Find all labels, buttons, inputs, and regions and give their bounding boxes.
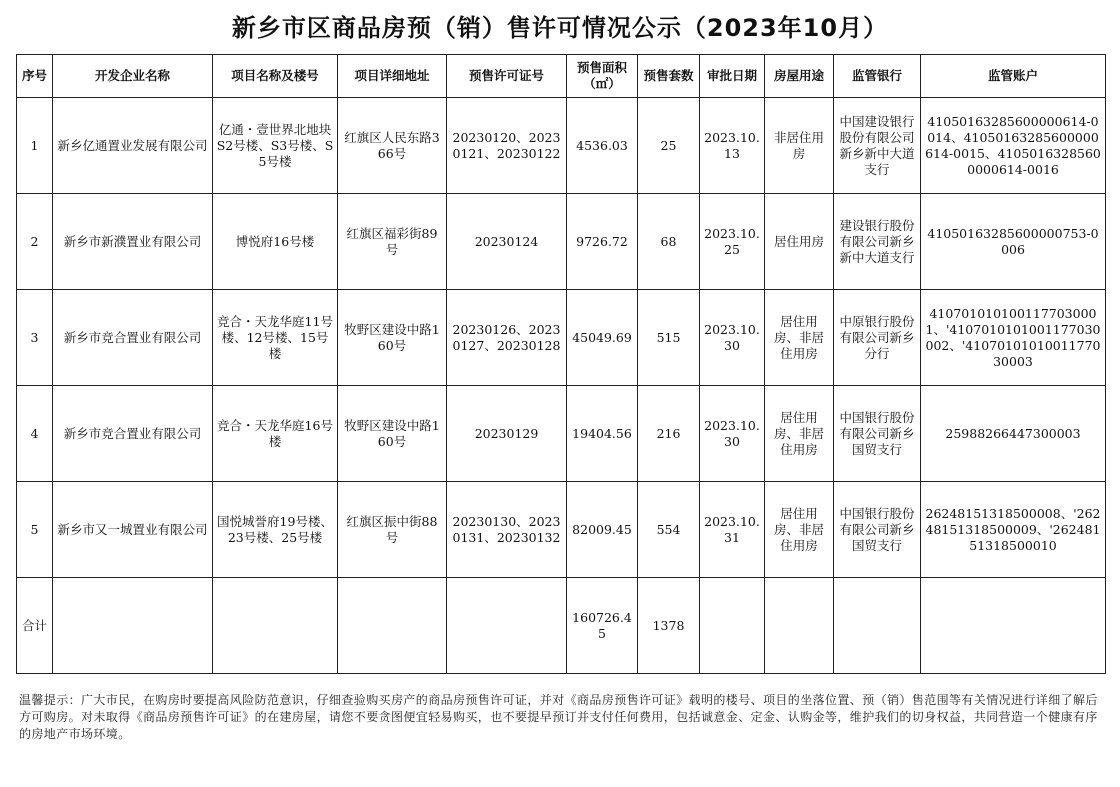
table-row <box>17 98 1106 194</box>
empty-cell <box>700 578 765 674</box>
cell-date: 2023.10.13 <box>700 98 765 194</box>
header-units: 预售套数 <box>638 55 700 98</box>
cell-area: 9726.72 <box>567 194 638 290</box>
table-row <box>17 386 1106 482</box>
cell-area: 45049.69 <box>567 290 638 386</box>
cell-company: 新乡市新濮置业有限公司 <box>53 194 213 290</box>
page-title: 新乡市区商品房预（销）售许可情况公示（2023年10月） <box>231 14 889 42</box>
cell-project: 竞合・天龙华庭11号楼、12号楼、15号楼 <box>213 290 338 386</box>
cell-date: 2023.10.25 <box>700 194 765 290</box>
cell-account: 410701010100117703000​1、'41070101010011770300​02、'41070101010011770300​03 <box>921 290 1106 386</box>
header-address: 项目详细地址 <box>338 55 447 98</box>
cell-project: 博悦府16号楼 <box>213 194 338 290</box>
cell-units: 554 <box>638 482 700 578</box>
table-row <box>17 194 1106 290</box>
table-row <box>17 482 1106 578</box>
cell-project: 亿通・壹世界北地块S2号楼、S3号楼、S5号楼 <box>213 98 338 194</box>
cell-area: 19404.56 <box>567 386 638 482</box>
header-area: 预售面积（㎡） <box>567 55 638 98</box>
cell-usage: 非居住用房 <box>765 98 834 194</box>
header-project: 项目名称及楼号 <box>213 55 338 98</box>
cell-address: 红旗区人民东路366号 <box>338 98 447 194</box>
total-units: 1378 <box>638 578 700 674</box>
table-row <box>17 290 1106 386</box>
total-row <box>17 578 1106 674</box>
empty-cell <box>53 578 213 674</box>
cell-address: 红旗区振中街88号 <box>338 482 447 578</box>
header-bank: 监管银行 <box>834 55 921 98</box>
empty-cell <box>765 578 834 674</box>
cell-date: 2023.10.31 <box>700 482 765 578</box>
cell-company: 新乡市竞合置业有限公司 <box>53 290 213 386</box>
empty-cell <box>834 578 921 674</box>
cell-no: 1 <box>17 98 53 194</box>
cell-bank: 中原银行股份有限公司新乡分行 <box>834 290 921 386</box>
permit-table <box>16 54 1106 674</box>
empty-cell <box>338 578 447 674</box>
cell-permit: 20230124 <box>447 194 567 290</box>
header-usage: 房屋用途 <box>765 55 834 98</box>
cell-account: 25988266447300003 <box>921 386 1106 482</box>
cell-bank: 建设银行股份有限公司新乡新中大道支行 <box>834 194 921 290</box>
header-date: 审批日期 <box>700 55 765 98</box>
cell-units: 216 <box>638 386 700 482</box>
cell-date: 2023.10.30 <box>700 290 765 386</box>
cell-units: 515 <box>638 290 700 386</box>
cell-permit: 20230129 <box>447 386 567 482</box>
total-label: 合计 <box>17 578 53 674</box>
cell-no: 5 <box>17 482 53 578</box>
cell-account: 262481513185000​08、'26248151318500009、'26248151318500010 <box>921 482 1106 578</box>
cell-area: 4536.03 <box>567 98 638 194</box>
cell-no: 2 <box>17 194 53 290</box>
cell-address: 红旗区福彩街89号 <box>338 194 447 290</box>
cell-project: 国悦城誉府19号楼、23号楼、25号楼 <box>213 482 338 578</box>
cell-area: 82009.45 <box>567 482 638 578</box>
cell-account: 41050163285600000753-0006 <box>921 194 1106 290</box>
cell-company: 新乡市又一城置业有限公司 <box>53 482 213 578</box>
cell-account: 41050163285600000614-0014、41050163285600000614-0015、41050163285600000614-0016 <box>921 98 1106 194</box>
header-company: 开发企业名称 <box>53 55 213 98</box>
cell-permit: 20230120、20230121、20230122 <box>447 98 567 194</box>
empty-cell <box>921 578 1106 674</box>
cell-units: 25 <box>638 98 700 194</box>
cell-date: 2023.10.30 <box>700 386 765 482</box>
cell-no: 4 <box>17 386 53 482</box>
header-permit: 预售许可证号 <box>447 55 567 98</box>
cell-bank: 中国建设银行股份有限公司新乡新中大道支行 <box>834 98 921 194</box>
cell-project: 竞合・天龙华庭16号楼 <box>213 386 338 482</box>
empty-cell <box>447 578 567 674</box>
cell-usage: 居住用房、非居住用房 <box>765 482 834 578</box>
total-area: 160726.45 <box>567 578 638 674</box>
cell-units: 68 <box>638 194 700 290</box>
cell-address: 牧野区建设中路160号 <box>338 386 447 482</box>
cell-permit: 20230130、20230131、20230132 <box>447 482 567 578</box>
cell-address: 牧野区建设中路160号 <box>338 290 447 386</box>
header-no: 序号 <box>17 55 53 98</box>
notice-text: 温馨提示：广大市民，在购房时要提高风险防范意识，仔细查验购买房产的商品房预售许可证，并对《商品房预售许可证》载明的楼号、项目的坐落位置、预（销）售范围等有关情况进行详细了解后方可购房。对未取得《商品房预售许可证》的在建房屋，请您不要贪图便宜轻易购买，也不要提早预订并支付任何费用，包括诚意金、定金、认购金等，维护我们的切身权益，共同营造一个健康有序的房地产市场环境。 <box>19 693 1098 741</box>
cell-company: 新乡亿通置业发展有限公司 <box>53 98 213 194</box>
cell-usage: 居住用房、非居住用房 <box>765 290 834 386</box>
cell-bank: 中国银行股份有限公司新乡国贸支行 <box>834 386 921 482</box>
cell-company: 新乡市竞合置业有限公司 <box>53 386 213 482</box>
cell-usage: 居住用房、非居住用房 <box>765 386 834 482</box>
cell-no: 3 <box>17 290 53 386</box>
cell-permit: 20230126、20230127、20230128 <box>447 290 567 386</box>
empty-cell <box>213 578 338 674</box>
cell-bank: 中国银行股份有限公司新乡国贸支行 <box>834 482 921 578</box>
table-header-row <box>17 55 1106 98</box>
header-account: 监管账户 <box>921 55 1106 98</box>
cell-usage: 居住用房 <box>765 194 834 290</box>
